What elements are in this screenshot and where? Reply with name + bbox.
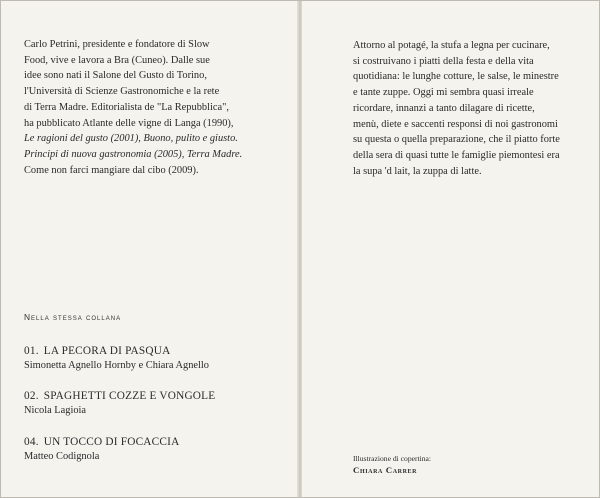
book-title-text: LA PECORA DI PASQUA bbox=[43, 345, 171, 357]
left-page bbox=[0, 0, 299, 498]
body-line: si costruivano i piatti della festa e della vita bbox=[353, 55, 534, 67]
bio-line: di Terra Madre. Editorialista de "La Repubblica", bbox=[24, 101, 229, 113]
body-line: della sera di quasi tutte le famiglie piemontesi era bbox=[353, 149, 560, 161]
bio-line: idee sono nati il Salone del Gusto di Torino, bbox=[24, 70, 207, 82]
right-page bbox=[301, 0, 600, 498]
cover-illustrator-name: Chiara Carrer bbox=[353, 465, 418, 475]
body-line: Attorno al potagé, la stufa a legna per cucinare, bbox=[353, 40, 550, 51]
bio-line: Food, vive e lavora a Bra (Cuneo). Dalle sue bbox=[24, 54, 210, 66]
book-author: Matteo Codignola bbox=[24, 451, 100, 462]
bio-line: Le ragioni del gusto (2001), Buono, pulito e giusto. bbox=[24, 133, 238, 145]
author-bio bbox=[24, 37, 279, 178]
book-title bbox=[24, 389, 274, 403]
book-number: 04. bbox=[24, 436, 39, 448]
series-book-1 bbox=[24, 344, 274, 373]
cover-illustration-label: Illustrazione di copertina: bbox=[353, 454, 432, 463]
bio-line: Come non farci mangiare dal cibo (2009). bbox=[24, 164, 199, 176]
book-title bbox=[24, 344, 274, 358]
book-title-text: UN TOCCO DI FOCACCIA bbox=[43, 436, 180, 448]
body-line: quotidiana: le lunghe cotture, le salse, le minestre bbox=[353, 71, 559, 83]
body-line: la supa 'd lait, la zuppa di latte. bbox=[353, 165, 482, 177]
series-heading: Nella stessa collana bbox=[24, 312, 122, 322]
body-line: e tante zuppe. Oggi mi sembra quasi irreale bbox=[353, 87, 534, 99]
book-number: 02. bbox=[24, 390, 39, 402]
book-title bbox=[24, 435, 274, 449]
body-line: menù, diete e saccenti responsi di noi gastronomi bbox=[353, 118, 558, 130]
series-book-3 bbox=[24, 435, 274, 464]
series-book-2 bbox=[24, 389, 274, 418]
book-author: Nicola Lagioia bbox=[24, 405, 87, 416]
body-line: su questa o quella preparazione, che il piatto forte bbox=[353, 134, 560, 146]
body-line: ricordare, innanzi a tanto dilagare di ricette, bbox=[353, 102, 535, 114]
bio-line: ha pubblicato Atlante delle vigne di Langa (1990), bbox=[24, 117, 234, 129]
book-number: 01. bbox=[24, 345, 39, 357]
book-author: Simonetta Agnello Hornby e Chiara Agnello bbox=[24, 360, 209, 371]
book-title-text: SPAGHETTI COZZE E VONGOLE bbox=[43, 390, 216, 402]
bio-line: l'Università di Scienze Gastronomiche e la rete bbox=[24, 86, 220, 98]
bio-line: Carlo Petrini, presidente e fondatore di Slow bbox=[24, 39, 210, 50]
bio-line: Principi di nuova gastronomia (2005), Terra Madre. bbox=[24, 148, 243, 160]
body-text bbox=[353, 38, 586, 179]
